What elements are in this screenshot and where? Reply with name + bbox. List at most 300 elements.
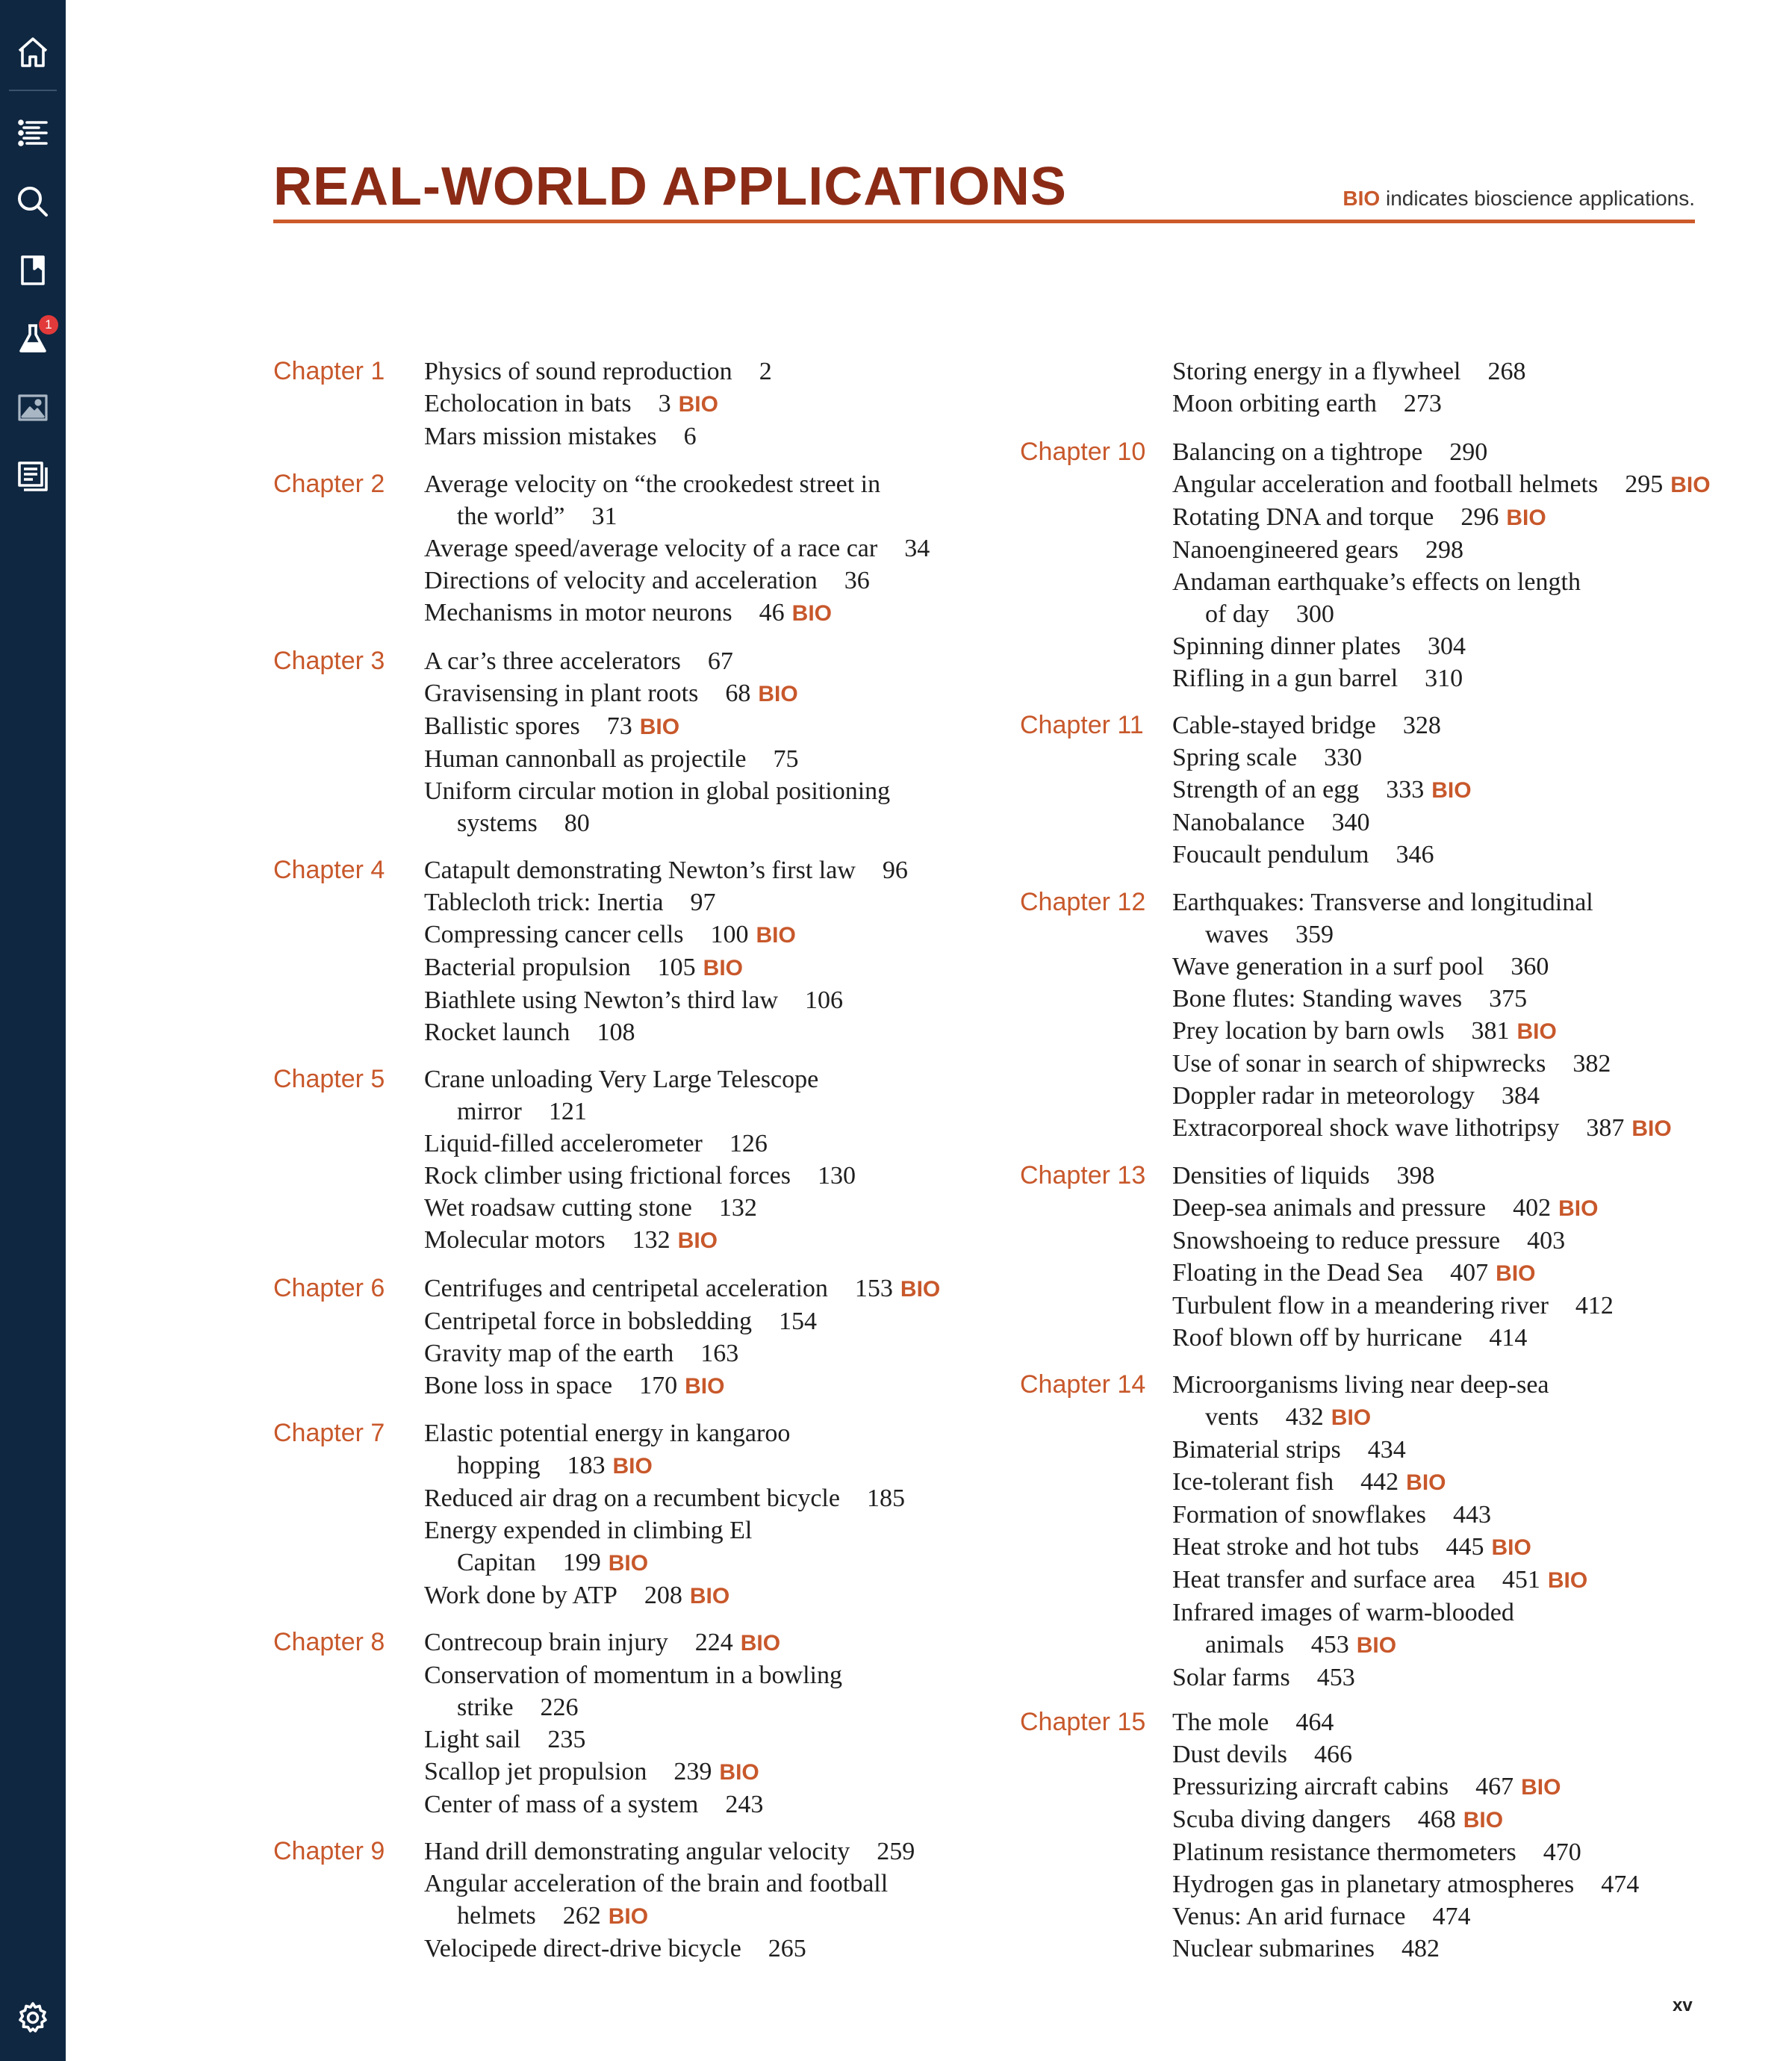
entry-title: Rifling in a gun barrel: [1172, 665, 1399, 692]
entry-title: Angular acceleration and football helmets: [1172, 470, 1599, 498]
entry-page: 295: [1625, 470, 1664, 498]
index-entry[interactable]: [424, 1788, 842, 1821]
entry-title: Compressing cancer cells: [424, 921, 684, 948]
entry-page: 75: [773, 745, 799, 773]
chapter-label: Chapter 2: [273, 470, 385, 498]
entry-title: Foucault pendulum: [1172, 841, 1369, 868]
search-button[interactable]: [0, 170, 66, 233]
entry-title: Moon orbiting earth: [1172, 390, 1377, 417]
bio-tag: BIO: [1431, 778, 1472, 803]
bio-tag: BIO: [791, 601, 833, 626]
index-entry[interactable]: [1172, 436, 1711, 468]
index-entry[interactable]: [424, 918, 908, 951]
index-entry[interactable]: [424, 645, 890, 677]
index-entry[interactable]: [424, 1192, 856, 1224]
index-entry[interactable]: [424, 597, 930, 630]
index-entry[interactable]: [424, 1659, 842, 1723]
entry-page: 226: [540, 1694, 579, 1721]
entry-title: Spinning dinner plates: [1172, 632, 1401, 660]
entry-title: Scallop jet propulsion: [424, 1758, 647, 1785]
entry-title: Echolocation in bats: [424, 390, 632, 417]
index-entry[interactable]: [1172, 1661, 1587, 1694]
bio-tag: BIO: [740, 1631, 781, 1656]
entry-list: [424, 355, 772, 453]
entry-title: Rock climber using frictional forces: [424, 1162, 791, 1190]
entry-page: 482: [1401, 1935, 1440, 1962]
index-entry[interactable]: [424, 984, 908, 1016]
index-entry[interactable]: [424, 420, 772, 453]
index-entry[interactable]: [1172, 1434, 1587, 1466]
index-entry[interactable]: [424, 355, 772, 388]
entry-title: Earthquakes: Transverse and longitudinal: [1172, 889, 1593, 916]
entry-title-continued: [424, 500, 930, 532]
entry-title: Bacterial propulsion: [424, 954, 631, 981]
entry-title-line2: Capitan: [457, 1549, 536, 1576]
index-entry[interactable]: [1172, 630, 1711, 662]
index-entry[interactable]: [424, 743, 890, 775]
page-title: REAL-WORLD APPLICATIONS: [273, 157, 1067, 217]
index-entry[interactable]: [1172, 983, 1672, 1015]
sidebar-divider: [9, 90, 57, 91]
index-entry[interactable]: [424, 1305, 940, 1337]
index-entry[interactable]: [1172, 468, 1711, 501]
bio-tag: BIO: [719, 1760, 759, 1785]
index-entry[interactable]: [1172, 355, 1526, 388]
entry-title: Heat stroke and hot tubs: [1172, 1533, 1419, 1561]
entry-page: 132: [718, 1194, 757, 1222]
entry-page: 443: [1452, 1501, 1491, 1529]
index-entry[interactable]: [1172, 951, 1672, 983]
entry-list: [424, 1417, 905, 1612]
bio-tag: BIO: [639, 715, 680, 739]
index-entry[interactable]: [424, 1756, 842, 1788]
entry-title: Heat transfer and surface area: [1172, 1566, 1475, 1594]
entry-title: Mechanisms in motor neurons: [424, 599, 732, 627]
entry-list: [1172, 709, 1472, 871]
index-entry[interactable]: [1172, 1597, 1587, 1661]
index-entry[interactable]: [424, 775, 890, 839]
entry-title: Elastic potential energy in kangaroo: [424, 1420, 791, 1447]
image-icon: [15, 390, 51, 426]
entry-page: 46: [759, 599, 785, 627]
bio-tag: BIO: [1521, 1775, 1561, 1800]
entry-list: [1172, 1369, 1587, 1694]
index-entry[interactable]: [424, 1579, 905, 1612]
entry-title: Gravity map of the earth: [424, 1340, 674, 1367]
entry-list: [424, 1272, 940, 1402]
media-button[interactable]: [0, 376, 66, 439]
index-entry[interactable]: [1172, 566, 1711, 630]
entry-page: 67: [707, 647, 733, 675]
index-entry[interactable]: [1172, 1803, 1639, 1836]
list-icon: [15, 115, 51, 151]
bio-tag: BIO: [758, 682, 798, 706]
index-entry[interactable]: [1172, 1706, 1639, 1738]
index-entry[interactable]: [424, 565, 930, 597]
bio-tag: BIO: [756, 923, 796, 948]
entry-page: 328: [1402, 712, 1441, 739]
entry-list: [1172, 1160, 1614, 1354]
entry-page: 290: [1449, 438, 1488, 466]
entry-title: Human cannonball as projectile: [424, 745, 747, 773]
entry-list: [424, 1626, 842, 1821]
entry-title: Densities of liquids: [1172, 1162, 1370, 1190]
entry-title-continued: [424, 807, 890, 839]
index-entry[interactable]: [424, 1626, 842, 1659]
index-entry[interactable]: [424, 532, 930, 565]
entry-list: [424, 1063, 856, 1257]
entry-title: Ballistic spores: [424, 712, 580, 740]
entry-title-line2: mirror: [457, 1098, 522, 1125]
index-entry[interactable]: [424, 1514, 905, 1579]
page-number: xv: [1673, 1995, 1693, 2015]
entry-page: 170: [639, 1372, 678, 1399]
entry-page: 451: [1502, 1566, 1540, 1594]
chapter-label: Chapter 7: [273, 1419, 385, 1447]
index-entry[interactable]: [424, 1016, 908, 1048]
entry-page: 304: [1427, 632, 1466, 660]
entry-title-continued: [1172, 1401, 1587, 1434]
entry-page: 453: [1310, 1631, 1349, 1659]
index-entry[interactable]: [1172, 1499, 1587, 1531]
entry-title-line2: of day: [1205, 600, 1269, 628]
index-entry[interactable]: [424, 1482, 905, 1514]
contents-button[interactable]: [0, 102, 66, 164]
bio-tag: BIO: [1670, 473, 1711, 497]
entry-page: 382: [1572, 1050, 1611, 1078]
bio-tag: BIO: [678, 392, 718, 417]
entry-page: 262: [562, 1902, 601, 1930]
index-entry[interactable]: [424, 1337, 940, 1370]
entry-page: 298: [1425, 536, 1464, 564]
index-entry[interactable]: [1172, 806, 1472, 839]
entry-page: 154: [779, 1308, 818, 1335]
entry-title: Molecular motors: [424, 1226, 606, 1254]
index-entry[interactable]: [1172, 774, 1472, 806]
bio-tag: BIO: [1516, 1019, 1557, 1044]
bio-tag: BIO: [1406, 1470, 1446, 1495]
chapter-label: Chapter 13: [1020, 1161, 1146, 1190]
index-entry[interactable]: [1172, 1836, 1639, 1868]
entry-title: Formation of snowflakes: [1172, 1501, 1426, 1529]
index-entry[interactable]: [1172, 534, 1711, 566]
entry-page: 474: [1601, 1871, 1640, 1898]
entry-title: Physics of sound reproduction: [424, 358, 732, 385]
entry-page: 106: [805, 986, 844, 1014]
entry-title-continued: [424, 1691, 842, 1723]
entry-title-continued: [424, 1900, 915, 1933]
entry-page: 296: [1460, 503, 1499, 531]
entry-page: 333: [1386, 776, 1425, 803]
bio-tag: BIO: [703, 956, 743, 980]
entry-page: 273: [1403, 390, 1442, 417]
entry-title: Extracorporeal shock wave lithotripsy: [1172, 1114, 1560, 1142]
index-entry[interactable]: [424, 1933, 915, 1965]
index-entry[interactable]: [1172, 1048, 1672, 1080]
entry-page: 199: [562, 1549, 601, 1576]
entry-page: 73: [606, 712, 632, 740]
entry-page: 153: [854, 1275, 893, 1302]
entry-list: [1172, 436, 1711, 694]
entry-page: 97: [690, 889, 716, 916]
entry-title: Contrecoup brain injury: [424, 1629, 668, 1656]
index-entry[interactable]: [1172, 662, 1711, 694]
index-entry[interactable]: [1172, 1868, 1639, 1900]
index-entry[interactable]: [424, 1370, 940, 1402]
index-entry[interactable]: [424, 951, 908, 984]
entry-title-line2: waves: [1205, 921, 1269, 948]
entry-page: 381: [1471, 1017, 1510, 1045]
index-entry[interactable]: [1172, 1112, 1672, 1145]
entry-title: Roof blown off by hurricane: [1172, 1324, 1463, 1352]
index-entry[interactable]: [424, 468, 930, 532]
index-entry[interactable]: [1172, 886, 1672, 951]
bio-tag: BIO: [1491, 1535, 1531, 1560]
bio-legend: [1343, 187, 1695, 211]
entry-title: Use of sonar in search of shipwrecks: [1172, 1050, 1546, 1078]
entry-title: A car’s three accelerators: [424, 647, 681, 675]
entry-page: 36: [844, 567, 870, 594]
index-entry[interactable]: [1172, 1369, 1587, 1434]
entry-list: [1172, 1706, 1639, 1965]
bio-tag: BIO: [612, 1454, 653, 1479]
entry-page: 259: [877, 1838, 915, 1865]
entry-page: 346: [1396, 841, 1434, 868]
entry-page: 268: [1487, 358, 1526, 385]
entry-page: 434: [1367, 1436, 1406, 1464]
entry-page: 132: [632, 1226, 671, 1254]
index-entry[interactable]: [1172, 1080, 1672, 1112]
entry-title: Bone flutes: Standing waves: [1172, 985, 1463, 1013]
index-entry[interactable]: [1172, 1225, 1614, 1257]
entry-page: 412: [1575, 1292, 1614, 1319]
entry-page: 467: [1475, 1773, 1514, 1800]
index-entry[interactable]: [1172, 1933, 1639, 1965]
entry-title: Bimaterial strips: [1172, 1436, 1341, 1464]
entry-title: Microorganisms living near deep-sea: [1172, 1371, 1549, 1399]
index-entry[interactable]: [1172, 1290, 1614, 1322]
entry-title: Doppler radar in meteorology: [1172, 1082, 1475, 1110]
entry-title-continued: [424, 1095, 856, 1128]
entry-page: 185: [866, 1485, 905, 1512]
entry-list: [1172, 355, 1526, 420]
entry-title: Light sail: [424, 1726, 521, 1753]
entry-title: Nanobalance: [1172, 809, 1305, 836]
index-entry[interactable]: [1172, 1900, 1639, 1933]
entry-page: 398: [1396, 1162, 1435, 1190]
index-entry[interactable]: [424, 854, 908, 886]
entry-title: Andaman earthquake’s effects on length: [1172, 568, 1581, 596]
chapter-label: Chapter 9: [273, 1837, 385, 1865]
bookmark-icon: [15, 252, 51, 288]
bookmark-button[interactable]: [0, 239, 66, 302]
entry-title: Cable-stayed bridge: [1172, 712, 1376, 739]
entry-page: 105: [657, 954, 696, 981]
notes-button[interactable]: [0, 445, 66, 508]
entry-page: 340: [1331, 809, 1370, 836]
index-entry[interactable]: [424, 1868, 915, 1933]
entry-title: Gravisensing in plant roots: [424, 680, 699, 707]
entry-title: Mars mission mistakes: [424, 423, 657, 450]
entry-title: Pressurizing aircraft cabins: [1172, 1773, 1449, 1800]
entry-page: 108: [597, 1019, 635, 1046]
entry-page: 2: [759, 358, 772, 385]
entry-title: Center of mass of a system: [424, 1791, 699, 1818]
index-entry[interactable]: [424, 388, 772, 420]
index-entry[interactable]: [1172, 1257, 1614, 1290]
entry-title: Average velocity on “the crookedest street in: [424, 470, 881, 498]
entry-page: 3: [658, 390, 671, 417]
index-entry[interactable]: [424, 710, 890, 743]
entry-page: 235: [547, 1726, 586, 1753]
entry-page: 96: [882, 857, 908, 884]
entry-title: Conservation of momentum in a bowling: [424, 1661, 842, 1689]
entry-page: 126: [729, 1130, 768, 1157]
entry-title: Nuclear submarines: [1172, 1935, 1375, 1962]
entry-title: Prey location by barn owls: [1172, 1017, 1445, 1045]
bio-tag: BIO: [1558, 1196, 1599, 1221]
entry-title: Infrared images of warm-blooded: [1172, 1599, 1514, 1626]
index-entry[interactable]: [424, 1272, 940, 1305]
entry-title: Hand drill demonstrating angular velocity: [424, 1838, 850, 1865]
chapter-label: Chapter 3: [273, 647, 385, 675]
entry-title: The mole: [1172, 1709, 1269, 1736]
entry-title-line2: strike: [457, 1694, 514, 1721]
entry-title: Crane unloading Very Large Telescope: [424, 1066, 819, 1093]
bio-tag: BIO: [1547, 1568, 1588, 1593]
entry-page: 387: [1586, 1114, 1625, 1142]
entry-title: Ice-tolerant fish: [1172, 1468, 1334, 1496]
index-entry[interactable]: [424, 886, 908, 918]
bio-tag: BIO: [608, 1904, 649, 1929]
settings-button[interactable]: [0, 1986, 66, 2049]
entry-page: 384: [1502, 1082, 1540, 1110]
index-entry[interactable]: [1172, 1322, 1614, 1354]
entry-title-line2: the world”: [457, 503, 565, 530]
gear-icon: [15, 2000, 51, 2036]
index-entry[interactable]: [424, 1063, 856, 1128]
index-entry[interactable]: [424, 1160, 856, 1192]
entry-title: Bone loss in space: [424, 1372, 613, 1399]
entry-page: 163: [700, 1340, 739, 1367]
entry-list: [424, 1835, 915, 1965]
index-entry[interactable]: [1172, 1015, 1672, 1048]
entry-page: 300: [1295, 600, 1334, 628]
index-entry[interactable]: [1172, 1738, 1639, 1771]
index-entry[interactable]: [1172, 1160, 1614, 1192]
notes-icon: [15, 458, 51, 494]
entry-title: Strength of an egg: [1172, 776, 1360, 803]
entry-title: Hydrogen gas in planetary atmospheres: [1172, 1871, 1575, 1898]
home-button[interactable]: [0, 21, 66, 84]
chapter-label: Chapter 14: [1020, 1370, 1146, 1399]
entry-page: 445: [1446, 1533, 1484, 1561]
entry-page: 403: [1527, 1227, 1566, 1255]
bio-tag: BIO: [685, 1374, 725, 1399]
entry-page: 243: [725, 1791, 764, 1818]
entry-title: Centripetal force in bobsledding: [424, 1308, 753, 1335]
entry-title-continued: [1172, 918, 1672, 951]
index-entry[interactable]: [1172, 1531, 1587, 1564]
index-entry[interactable]: [1172, 1466, 1587, 1499]
entry-list: [424, 468, 930, 630]
index-entry[interactable]: [1172, 709, 1472, 742]
bio-tag: BIO: [608, 1551, 649, 1576]
entry-title: Angular acceleration of the brain and football: [424, 1870, 889, 1897]
entry-title: Average speed/average velocity of a race car: [424, 535, 878, 562]
lab-button[interactable]: [0, 308, 66, 370]
entry-page: 359: [1295, 921, 1334, 948]
index-entry[interactable]: [424, 1224, 856, 1257]
index-entry[interactable]: [424, 1723, 842, 1756]
entry-page: 6: [683, 423, 697, 450]
entry-page: 310: [1425, 665, 1463, 692]
entry-title: Rotating DNA and torque: [1172, 503, 1434, 531]
index-entry[interactable]: [1172, 1192, 1614, 1225]
entry-title: Snowshoeing to reduce pressure: [1172, 1227, 1501, 1255]
bio-tag: BIO: [1356, 1633, 1397, 1658]
entry-page: 80: [564, 809, 590, 837]
chapter-label: Chapter 10: [1020, 438, 1146, 466]
entry-page: 453: [1316, 1664, 1355, 1691]
sidebar-toolbar: [0, 0, 66, 2061]
entry-page: 68: [725, 680, 751, 707]
entry-title: Uniform circular motion in global positioning: [424, 777, 891, 805]
entry-title: Venus: An arid furnace: [1172, 1903, 1406, 1930]
index-entry[interactable]: [424, 1835, 915, 1868]
entry-title: Dust devils: [1172, 1741, 1287, 1768]
index-entry[interactable]: [1172, 1564, 1587, 1597]
index-entry[interactable]: [424, 677, 890, 710]
entry-title: Liquid-filled accelerometer: [424, 1130, 703, 1157]
entry-list: [424, 854, 908, 1048]
entry-title: Biathlete using Newton’s third law: [424, 986, 779, 1014]
entry-page: 265: [768, 1935, 806, 1962]
entry-page: 34: [904, 535, 930, 562]
search-icon: [15, 184, 51, 220]
index-entry[interactable]: [1172, 501, 1711, 534]
entry-page: 121: [548, 1098, 587, 1125]
index-entry[interactable]: [1172, 388, 1526, 420]
entry-title-continued: [1172, 1629, 1587, 1661]
index-entry[interactable]: [424, 1128, 856, 1160]
index-entry[interactable]: [1172, 839, 1472, 871]
chapter-label: Chapter 4: [273, 856, 385, 884]
entry-list: [424, 645, 890, 839]
entry-page: 208: [644, 1582, 682, 1609]
entry-page: 330: [1324, 744, 1363, 771]
entry-title: Velocipede direct-drive bicycle: [424, 1935, 741, 1962]
entry-title-line2: hopping: [457, 1452, 541, 1479]
index-entry[interactable]: [1172, 1771, 1639, 1803]
entry-page: 407: [1450, 1259, 1489, 1287]
entry-title: Wave generation in a surf pool: [1172, 953, 1484, 980]
bio-tag: BIO: [1631, 1116, 1672, 1141]
entry-page: 474: [1432, 1903, 1471, 1930]
bio-legend-text: indicates bioscience applications.: [1380, 187, 1695, 210]
entry-page: 100: [710, 921, 749, 948]
entry-page: 224: [694, 1629, 733, 1656]
entry-title: Platinum resistance thermometers: [1172, 1838, 1516, 1866]
index-entry[interactable]: [424, 1417, 905, 1482]
chapter-label: Chapter 11: [1020, 711, 1144, 739]
entry-title: Catapult demonstrating Newton’s first law: [424, 857, 856, 884]
entry-title: Centrifuges and centripetal acceleration: [424, 1275, 828, 1302]
entry-title: Spring scale: [1172, 744, 1298, 771]
index-entry[interactable]: [1172, 742, 1472, 774]
entry-list: [1172, 886, 1672, 1145]
entry-page: 402: [1513, 1194, 1552, 1222]
